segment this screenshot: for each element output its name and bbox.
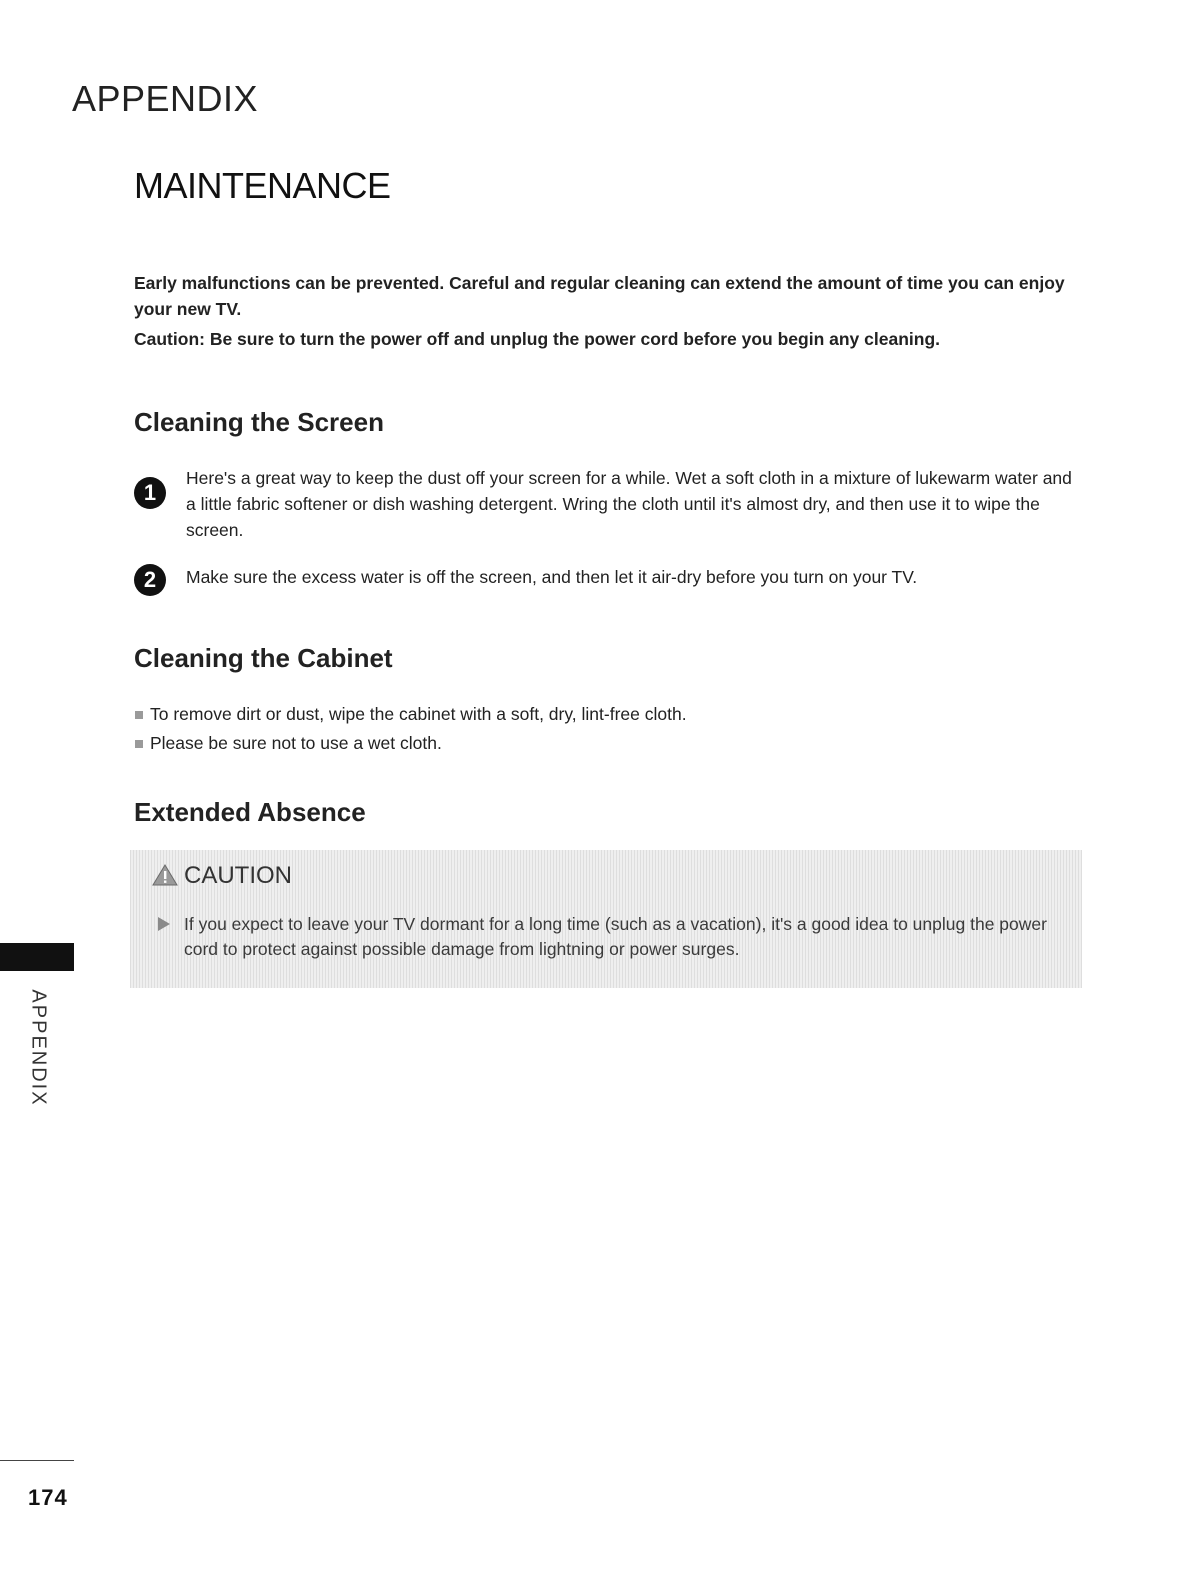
step-text: Here's a great way to keep the dust off your screen for a while. Wet a soft cloth in a mixture of lukewarm water and a little fabric softener or dish washing detergent. Wring the cloth until it's almost dry, and then use it to wipe the screen. xyxy=(186,468,1072,540)
step-text: Make sure the excess water is off the screen, and then let it air-dry before you turn on your TV. xyxy=(186,567,918,587)
step-1 xyxy=(134,465,1084,543)
heading-cleaning-screen: Cleaning the Screen xyxy=(134,407,384,437)
caution-text: If you expect to leave your TV dormant for a long time (such as a vacation), it's a good idea to unplug the power cord to protect against possible damage from lightning or power surges. xyxy=(184,914,1047,959)
warning-triangle-icon xyxy=(152,864,178,893)
page-number: 174 xyxy=(28,1485,68,1510)
cabinet-bullet-list xyxy=(134,700,687,758)
step-number-badge: 1 xyxy=(134,477,166,509)
step-number-badge: 2 xyxy=(134,564,166,596)
caution-label: CAUTION xyxy=(184,862,292,889)
caution-body xyxy=(158,912,1058,962)
list-item xyxy=(134,700,687,729)
caution-title xyxy=(152,862,292,893)
side-section-label: APPENDIX xyxy=(27,989,50,1107)
heading-cleaning-cabinet: Cleaning the Cabinet xyxy=(134,643,393,673)
list-item-text: Please be sure not to use a wet cloth. xyxy=(150,733,442,753)
intro-block xyxy=(134,270,1074,352)
heading-extended-absence: Extended Absence xyxy=(134,797,366,827)
intro-paragraph: Early malfunctions can be prevented. Careful and regular cleaning can extend the amount of time you can enjoy your new TV. xyxy=(134,273,1065,319)
page-title: MAINTENANCE xyxy=(134,165,391,206)
square-bullet-icon xyxy=(135,740,143,748)
section-label: APPENDIX xyxy=(72,78,259,119)
caution-box xyxy=(130,850,1082,988)
square-bullet-icon xyxy=(135,711,143,719)
list-item xyxy=(134,729,687,758)
footer-divider xyxy=(0,1460,74,1461)
step-2 xyxy=(134,564,1084,590)
arrow-right-icon xyxy=(158,917,170,931)
list-item-text: To remove dirt or dust, wipe the cabinet with a soft, dry, lint-free cloth. xyxy=(150,704,687,724)
intro-caution: Caution: Be sure to turn the power off and unplug the power cord before you begin any cleaning. xyxy=(134,329,941,349)
side-tab-marker xyxy=(0,943,74,971)
